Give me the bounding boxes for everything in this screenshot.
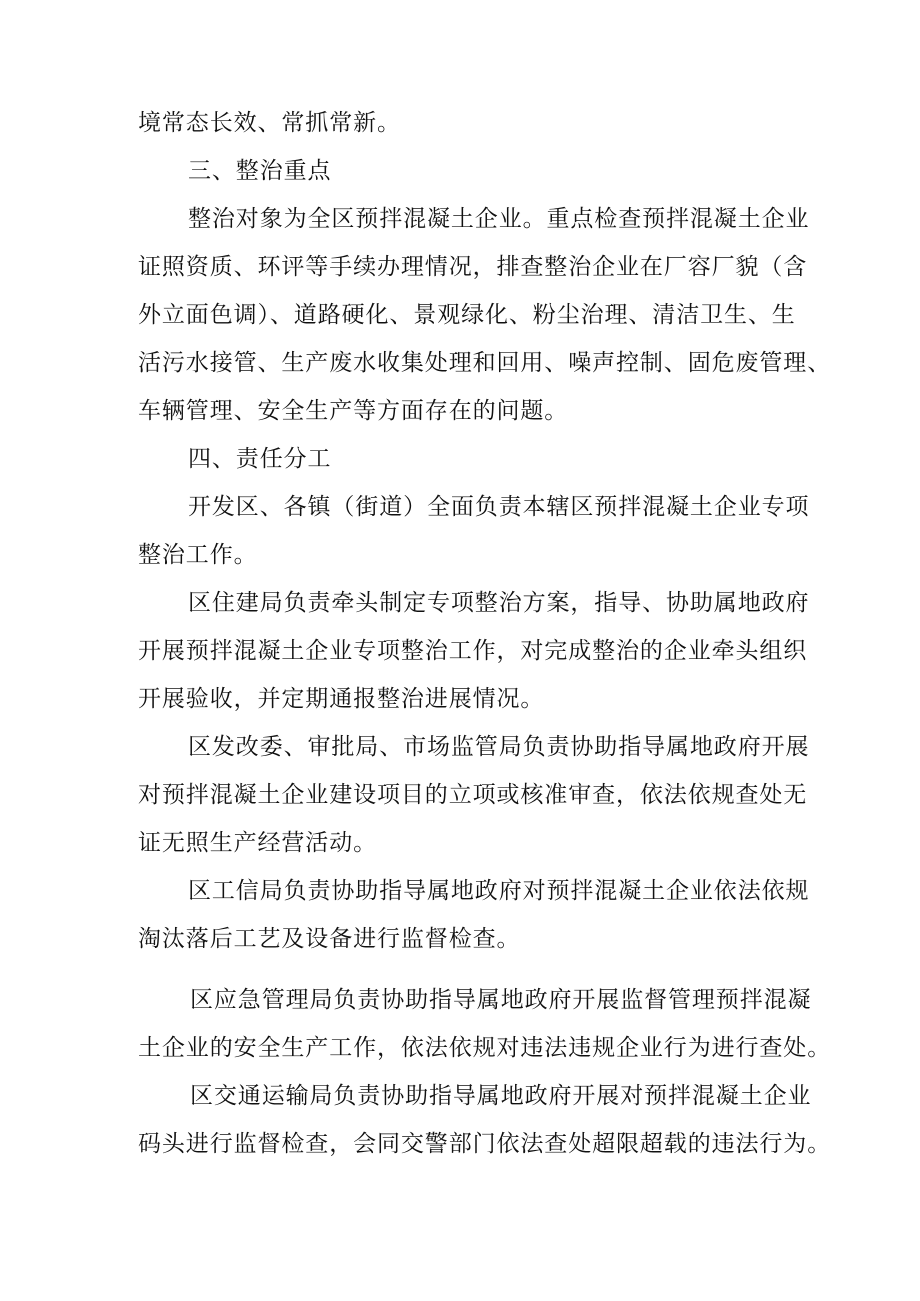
paragraph-line: 区住建局负责牵头制定专项整治方案，指导、协助属地政府 [188,590,810,616]
paragraph-line: 车辆管理、安全生产等方面存在的问题。 [138,398,569,424]
paragraph-line: 活污水接管、生产废水收集处理和回用、噪声控制、固危废管理、 [138,350,832,376]
paragraph-line: 证无照生产经营活动。 [138,830,377,856]
paragraph-line: 区应急管理局负责协助指导属地政府开展监督管理预拌混凝 [190,987,812,1013]
paragraph-line: 开展验收，并定期通报整治进展情况。 [138,686,545,712]
paragraph-line: 区工信局负责协助指导属地政府对预拌混凝土企业依法依规 [188,878,810,904]
section-heading-3: 三、整治重点 [188,158,332,184]
paragraph-line: 整治对象为全区预拌混凝土企业。重点检查预拌混凝土企业 [188,206,810,232]
paragraph-line: 区发改委、审批局、市场监管局负责协助指导属地政府开展 [188,734,810,760]
paragraph-line: 土企业的安全生产工作，依法依规对违法违规企业行为进行查处。 [138,1035,832,1061]
paragraph-continuation-line: 境常态长效、常抓常新。 [138,110,401,136]
paragraph-line: 外立面色调）、道路硬化、景观绿化、粉尘治理、清洁卫生、生 [138,302,796,328]
paragraph-line: 开发区、各镇（街道）全面负责本辖区预拌混凝土企业专项 [188,494,810,520]
paragraph-line: 区交通运输局负责协助指导属地政府开展对预拌混凝土企业 [190,1083,812,1109]
paragraph-line: 对预拌混凝土企业建设项目的立项或核准审查，依法依规查处无 [138,782,808,808]
section-heading-4: 四、责任分工 [188,446,332,472]
paragraph-line: 码头进行监督检查，会同交警部门依法查处超限超载的违法行为。 [138,1131,832,1157]
paragraph-line: 开展预拌混凝土企业专项整治工作，对完成整治的企业牵头组织 [138,638,808,664]
paragraph-line: 证照资质、环评等手续办理情况，排查整治企业在厂容厂貌（含 [138,254,808,280]
paragraph-line: 整治工作。 [138,542,258,568]
paragraph-line: 淘汰落后工艺及设备进行监督检查。 [138,926,521,952]
